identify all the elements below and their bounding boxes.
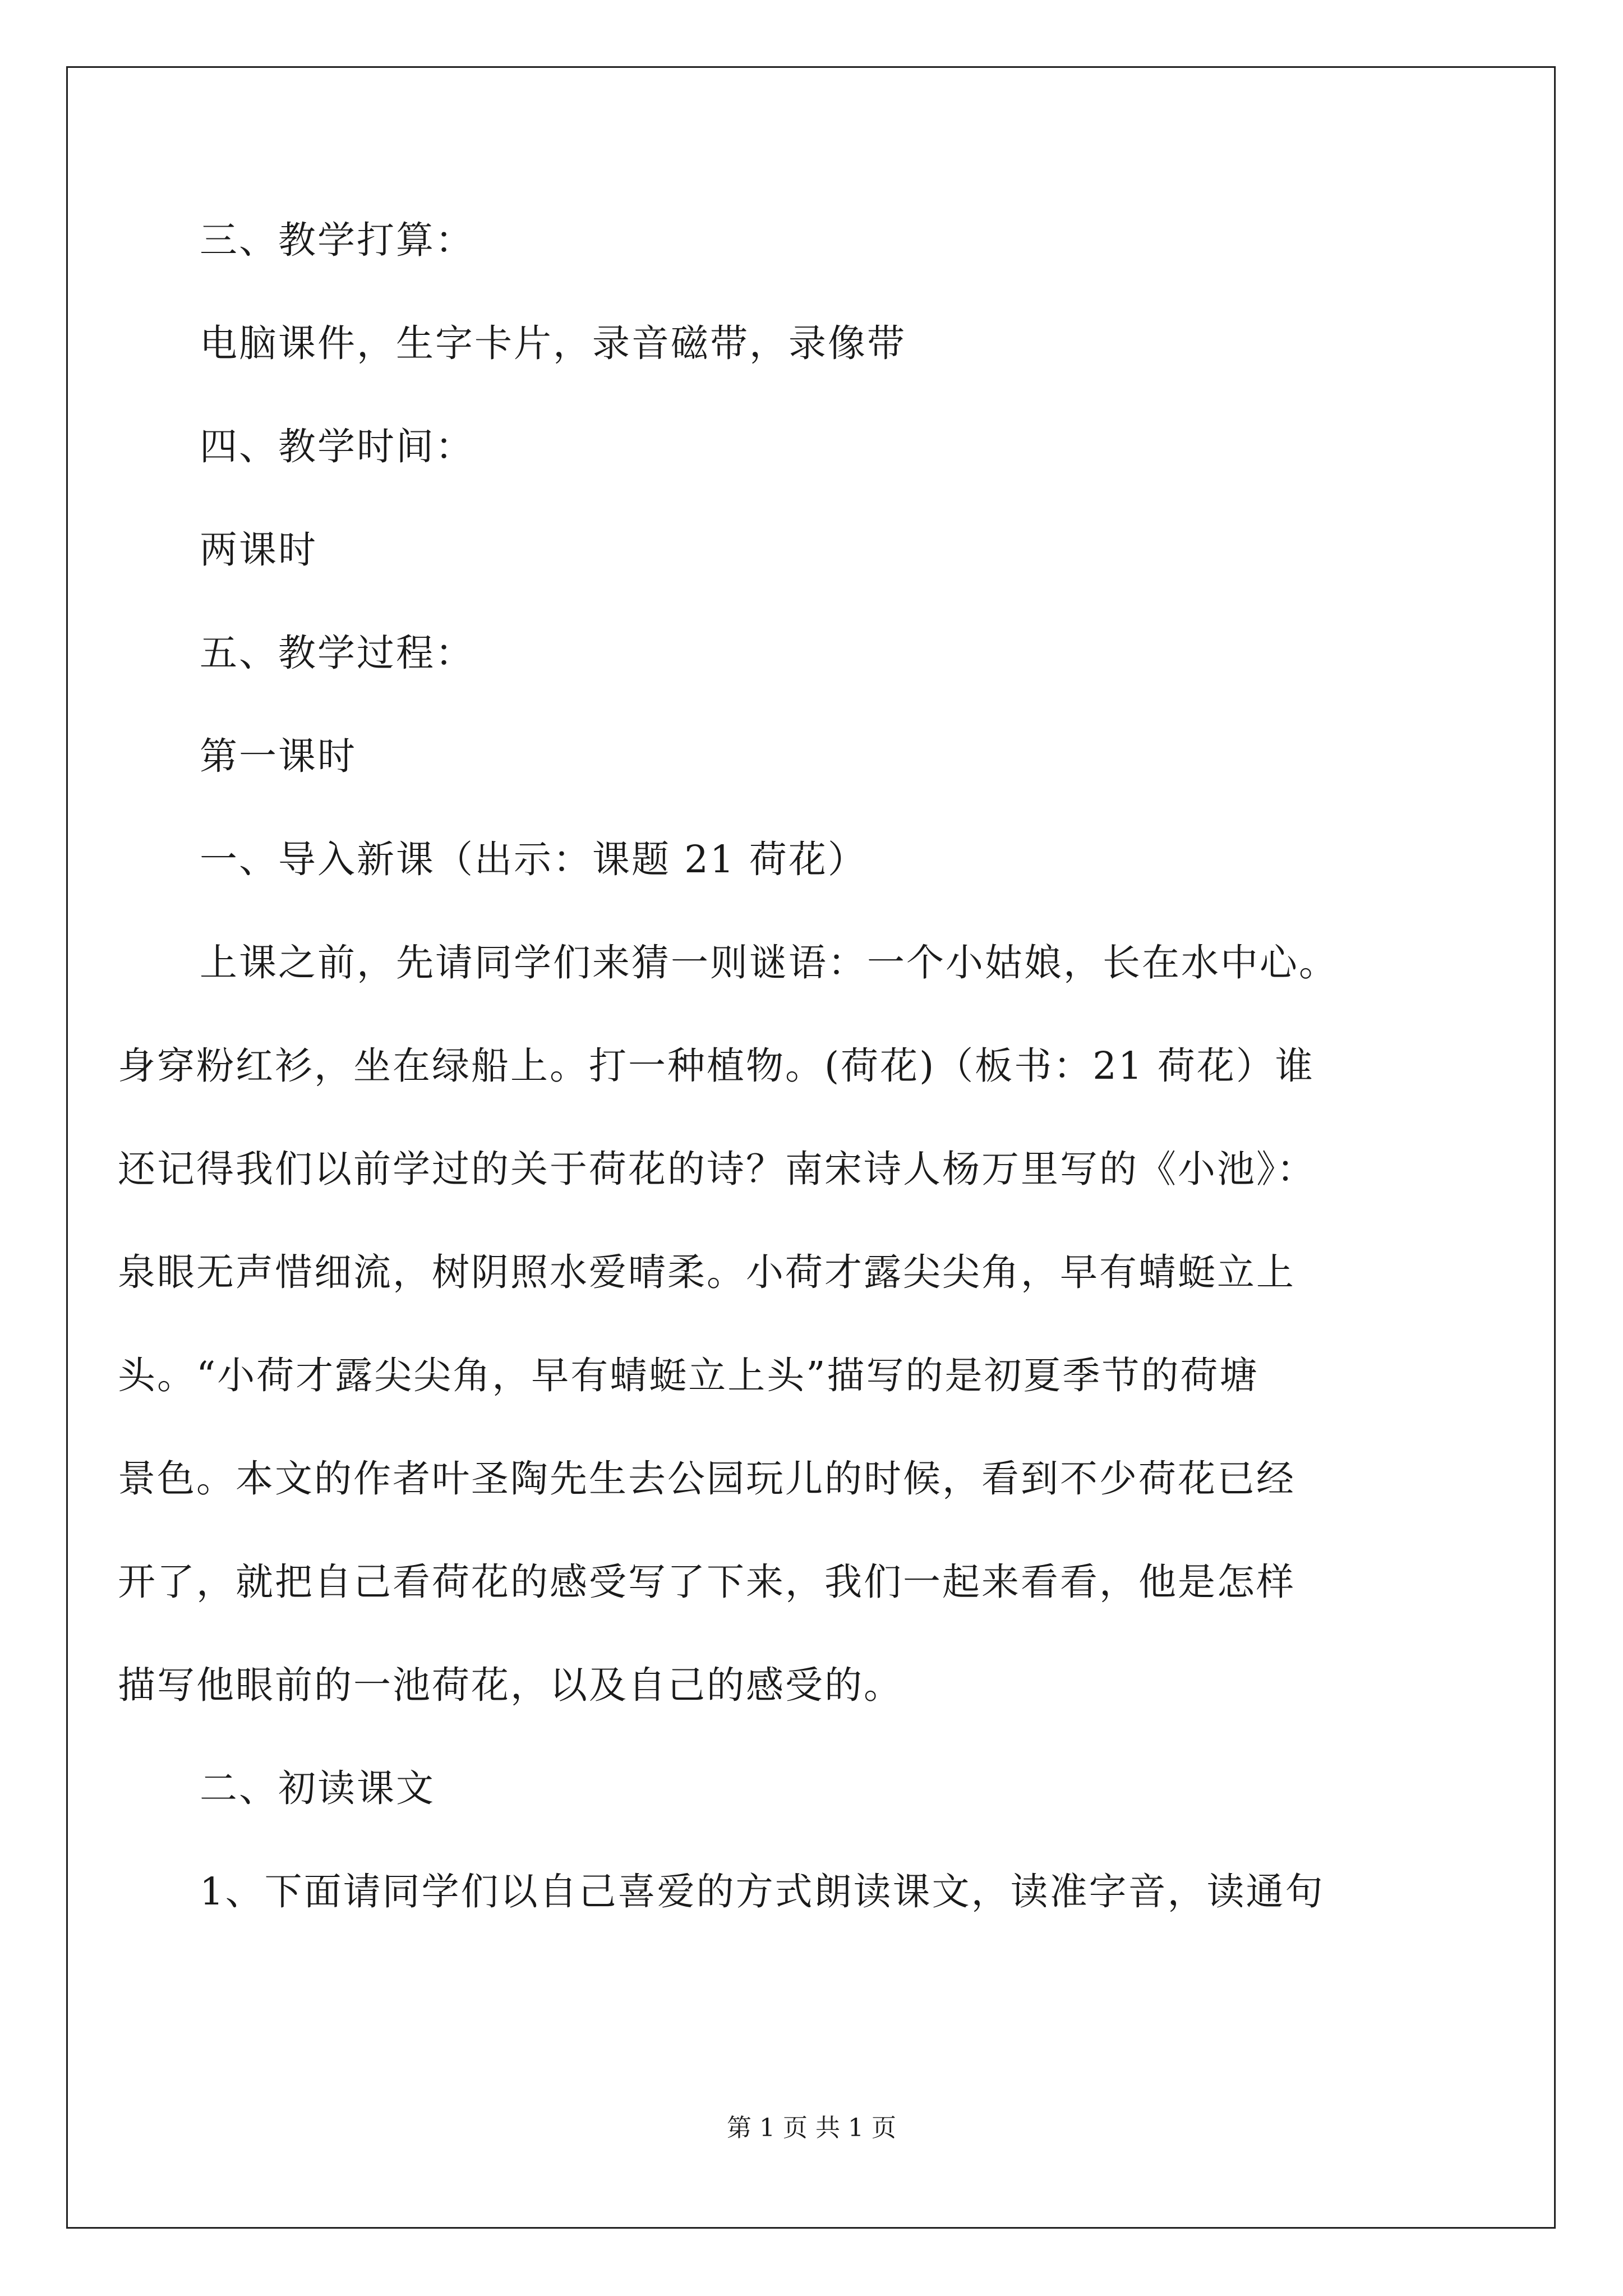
paragraph-line: 景色。本文的作者叶圣陶先生去公园玩儿的时候，看到不少荷花已经 <box>118 1457 1295 1501</box>
heading-preparation: 三、教学打算： <box>200 218 474 262</box>
heading-first-period: 第一课时 <box>200 734 357 778</box>
paragraph-line: 1、下面请同学们以自己喜爱的方式朗读课文，读准字音，读通句 <box>200 1870 1325 1913</box>
heading-teaching-process: 五、教学过程： <box>200 631 474 675</box>
page-number: 第 1 页 共 1 页 <box>727 2114 896 2142</box>
paragraph-materials: 电脑课件，生字卡片，录音磁带，录像带 <box>200 321 906 365</box>
paragraph-line: 头。“小荷才露尖尖角，早有蜻蜓立上头”描写的是初夏季节的荷塘 <box>118 1354 1259 1397</box>
heading-introduction: 一、导入新课（出示：课题 21 荷花） <box>200 838 867 881</box>
paragraph-line: 身穿粉红衫，坐在绿船上。打一种植物。(荷花)（板书：21 荷花）谁 <box>118 1044 1315 1088</box>
paragraph-line: 泉眼无声惜细流，树阴照水爱晴柔。小荷才露尖尖角，早有蜻蜓立上 <box>118 1250 1295 1294</box>
paragraph-line: 描写他眼前的一池荷花，以及自己的感受的。 <box>118 1663 903 1707</box>
paragraph-line: 上课之前，先请同学们来猜一则谜语：一个小姑娘，长在水中心。 <box>200 941 1338 984</box>
heading-teaching-time: 四、教学时间： <box>200 425 474 468</box>
paragraph-line: 开了，就把自己看荷花的感受写了下来，我们一起来看看，他是怎样 <box>118 1560 1295 1604</box>
paragraph-line: 还记得我们以前学过的关于荷花的诗？南宋诗人杨万里写的《小池》： <box>118 1147 1316 1191</box>
paragraph-two-periods: 两课时 <box>200 528 317 572</box>
heading-first-reading: 二、初读课文 <box>200 1766 435 1810</box>
